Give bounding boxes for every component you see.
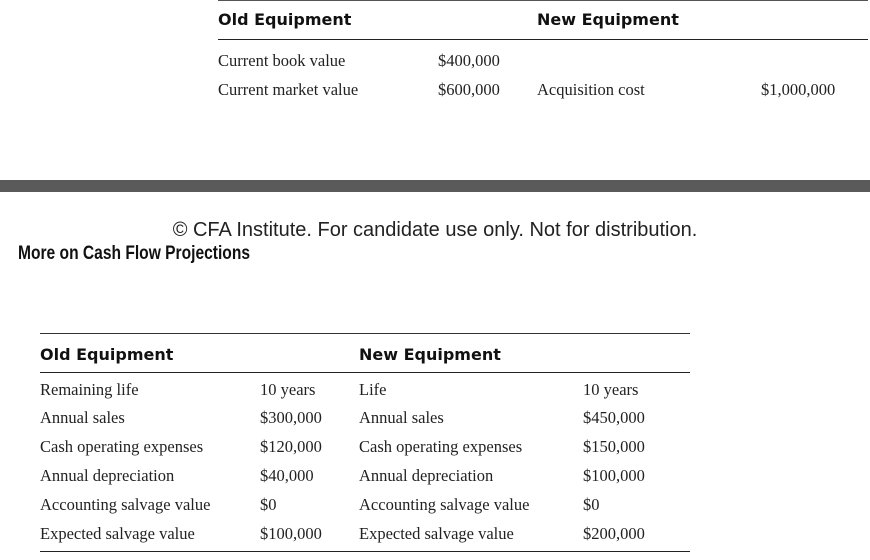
row-label-acquisition-cost: Acquisition cost <box>537 80 645 99</box>
old-label: Annual depreciation <box>40 466 175 485</box>
new-value: $450,000 <box>583 408 645 427</box>
old-label: Remaining life <box>40 380 139 399</box>
old-value: $120,000 <box>260 437 322 456</box>
old-value: $40,000 <box>260 466 314 485</box>
old-label: Cash operating expenses <box>40 437 204 456</box>
old-value: $100,000 <box>260 524 322 543</box>
old-value: 10 years <box>260 380 316 399</box>
table-header-rule <box>40 372 690 373</box>
row-value-acquisition-cost: $1,000,000 <box>761 80 836 99</box>
table-top-rule <box>40 333 690 334</box>
table-row <box>40 495 690 524</box>
row-value-current-book-value: $400,000 <box>438 51 500 70</box>
new-value: $150,000 <box>583 437 645 456</box>
table-row <box>40 408 690 437</box>
new-label: Annual sales <box>359 408 444 427</box>
new-value: $0 <box>583 495 600 514</box>
new-label: Cash operating expenses <box>359 437 523 456</box>
old-label: Accounting salvage value <box>40 495 211 514</box>
header-old-equipment: Old Equipment <box>40 345 174 364</box>
row-value-current-market-value: $600,000 <box>438 80 500 99</box>
header-new-equipment: New Equipment <box>537 10 679 29</box>
table-bottom-rule <box>40 551 690 552</box>
page-break-band <box>0 180 870 192</box>
table-row <box>40 437 690 466</box>
table-row <box>40 380 690 409</box>
old-value: $0 <box>260 495 277 514</box>
table-row <box>40 466 690 495</box>
row-label-current-book-value: Current book value <box>218 51 346 70</box>
header-new-equipment: New Equipment <box>359 345 501 364</box>
new-label: Expected salvage value <box>359 524 514 543</box>
table-top-rule <box>218 0 868 1</box>
copyright-watermark: © CFA Institute. For candidate use only. Not for distribution. <box>172 219 698 241</box>
new-label: Life <box>359 380 387 399</box>
page-heading: More on Cash Flow Projections <box>18 243 250 264</box>
new-value: 10 years <box>583 380 639 399</box>
new-label: Annual depreciation <box>359 466 494 485</box>
table-header-rule <box>218 39 868 40</box>
new-label: Accounting salvage value <box>359 495 530 514</box>
new-value: $100,000 <box>583 466 645 485</box>
row-label-current-market-value: Current market value <box>218 80 359 99</box>
old-value: $300,000 <box>260 408 322 427</box>
old-label: Annual sales <box>40 408 125 427</box>
header-old-equipment: Old Equipment <box>218 10 352 29</box>
old-label: Expected salvage value <box>40 524 195 543</box>
new-value: $200,000 <box>583 524 645 543</box>
table-row <box>40 524 690 553</box>
